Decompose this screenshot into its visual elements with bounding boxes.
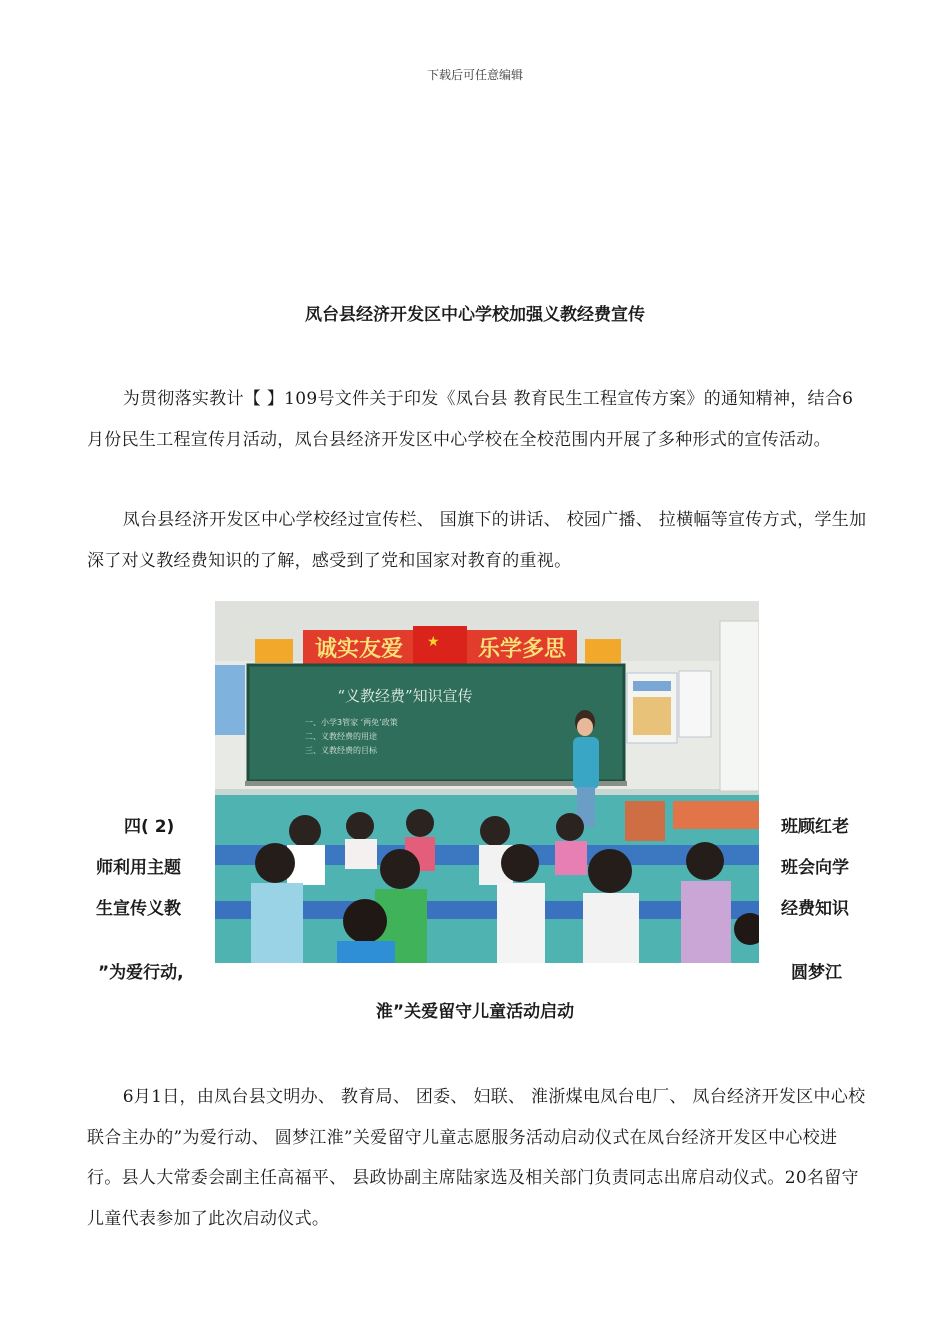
- classroom-photo: [215, 601, 759, 963]
- paragraph-event: 6月1日，由凤台县文明办、 教育局、 团委、 妇联、 淮浙煤电凤台电厂、 凤台经济开发区中心校联合主办的”为爱行动、 圆梦江淮”关爱留守儿童志愿服务活动启动仪式在凤台经济开发区中心校进行。县人大常委会副主任高福平、 县政协副主席陆家选及相关部门负责同志出席启动仪式。20名留守儿童代表参加了此次启动仪式。: [87, 1087, 866, 1229]
- svg-text:★: ★: [427, 634, 440, 650]
- svg-text:乐学多思: 乐学多思: [477, 637, 567, 662]
- side-text-right-1: 班顾红老: [781, 817, 849, 837]
- header-note: 下载后可任意编辑: [426, 68, 523, 82]
- chalkboard: [248, 665, 624, 781]
- banner-right: [467, 630, 577, 664]
- svg-text:诚实友爱: 诚实友爱: [314, 637, 404, 662]
- svg-text:三、义教经费的目标: 三、义教经费的目标: [305, 746, 377, 755]
- svg-text:二、义教经费的用途: 二、义教经费的用途: [305, 732, 377, 741]
- svg-text:“义教经费”知识宣传: “义教经费”知识宣传: [337, 687, 473, 705]
- paragraph-methods: 凤台县经济开发区中心学校经过宣传栏、 国旗下的讲话、 校园广播、 拉横幅等宣传方式，学生加深了对义教经费知识的了解，感受到了党和国家对教育的重视。: [87, 510, 867, 571]
- photo-caption: 淮”关爱留守儿童活动启动: [375, 1002, 575, 1022]
- side-text-right-4: 圆梦江: [791, 963, 842, 983]
- flag-icon: [413, 626, 467, 666]
- side-text-right-2: 班会向学: [781, 858, 849, 878]
- side-text-left-4: ”为爱行动,: [98, 963, 184, 983]
- paragraph-intro: 为贯彻落实教计【 】109号文件关于印发《凤台县 教育民生工程宣传方案》的通知精神，结合6月份民生工程宣传月活动，凤台县经济开发区中心学校在全校范围内开展了多种形式的宣传活动。: [87, 389, 854, 450]
- side-text-left-3: 生宣传义教: [96, 899, 181, 919]
- article-title: 凤台县经济开发区中心学校加强义教经费宣传: [305, 305, 645, 325]
- side-text-left-1: 四( 2): [124, 817, 175, 837]
- banner-left: [303, 630, 415, 664]
- side-text-right-3: 经费知识: [781, 899, 849, 919]
- side-text-left-2: 师利用主题: [96, 858, 181, 878]
- svg-text:一、小学3管家 ‘两免’政策: 一、小学3管家 ‘两免’政策: [305, 718, 398, 727]
